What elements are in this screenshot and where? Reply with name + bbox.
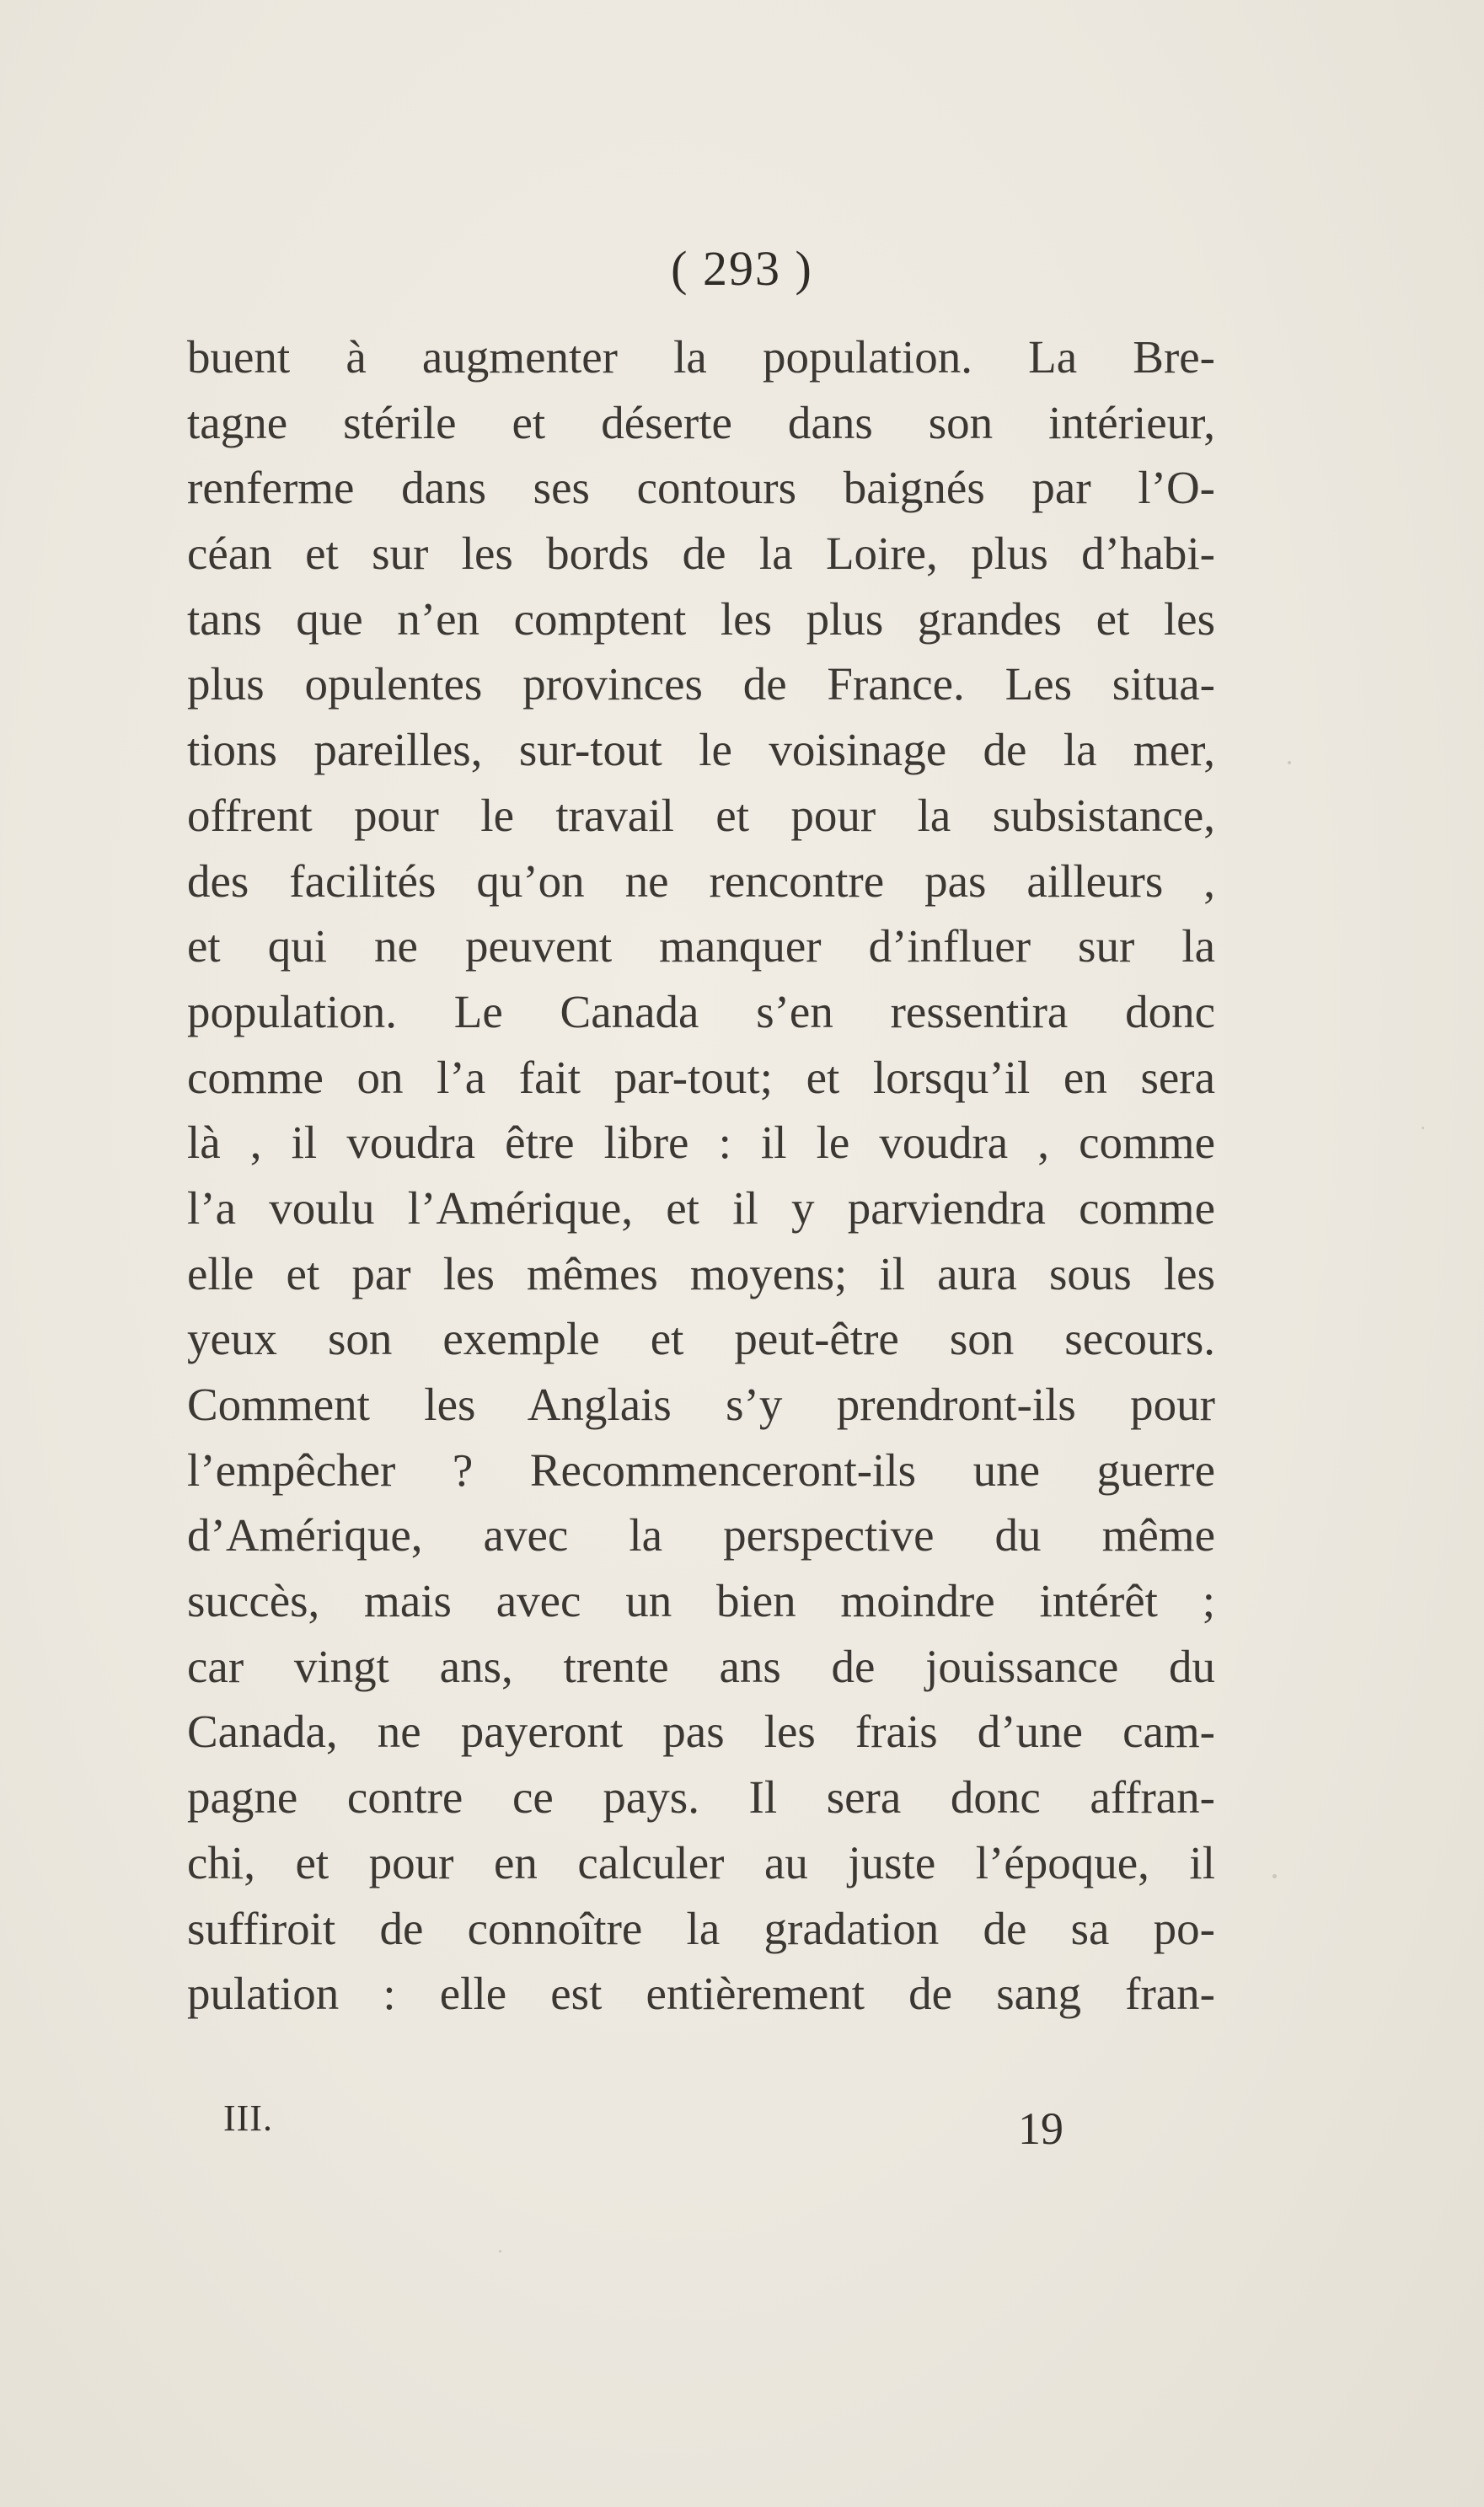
text-line: chi, et pour en calculer au juste l’époque, il xyxy=(187,1836,1215,1888)
text-line: succès, mais avec un bien moindre intérêt ; xyxy=(187,1575,1215,1627)
text-line: l’empêcher ? Recommenceront-ils une guerre xyxy=(187,1444,1215,1496)
text-line: renferme dans ses contours baignés par l’O- xyxy=(187,462,1215,514)
text-line: tagne stérile et déserte dans son intérieur, xyxy=(187,396,1215,448)
body-text xyxy=(187,324,1215,2027)
paper-speck xyxy=(1422,1127,1424,1129)
text-line: population. Le Canada s’en ressentira donc xyxy=(187,985,1215,1037)
text-line: yeux son exemple et peut-être son secours. xyxy=(187,1313,1215,1365)
text-line: plus opulentes provinces de France. Les situa- xyxy=(187,658,1215,710)
text-line: comme on l’a fait par-tout; et lorsqu’il en sera xyxy=(187,1051,1215,1103)
text-line: tions pareilles, sur-tout le voisinage de la mer, xyxy=(187,724,1215,776)
text-line: buent à augmenter la population. La Bre- xyxy=(187,331,1215,383)
page-number: ( 293 ) xyxy=(671,241,813,296)
text-line: offrent pour le travail et pour la subsistance, xyxy=(187,789,1215,841)
text-line: tans que n’en comptent les plus grandes et les xyxy=(187,592,1215,645)
text-line: d’Amérique, avec la perspective du même xyxy=(187,1509,1215,1562)
paper-speck xyxy=(1288,761,1291,764)
text-line: l’a voulu l’Amérique, et il y parviendra comme xyxy=(187,1181,1215,1234)
text-line: là , il voudra être libre : il le voudra , comme xyxy=(187,1117,1215,1169)
paper-speck xyxy=(499,2250,501,2253)
signature-mark: III. xyxy=(223,2097,273,2139)
text-line: pulation : elle est entièrement de sang fran- xyxy=(187,1968,1215,2020)
text-line: pagne contre ce pays. Il sera donc affran- xyxy=(187,1771,1215,1824)
text-line: céan et sur les bords de la Loire, plus d’habi- xyxy=(187,528,1215,580)
text-line: Canada, ne payeront pas les frais d’une cam- xyxy=(187,1706,1215,1758)
text-line: car vingt ans, trente ans de jouissance du xyxy=(187,1640,1215,1692)
text-line: elle et par les mêmes moyens; il aura sous les xyxy=(187,1247,1215,1299)
text-line: et qui ne peuvent manquer d’influer sur la xyxy=(187,920,1215,972)
text-line: des facilités qu’on ne rencontre pas ailleurs , xyxy=(187,854,1215,907)
text-line: Comment les Anglais s’y prendront-ils pour xyxy=(187,1379,1215,1430)
catchword: 19 xyxy=(1018,2103,1063,2154)
text-line: suffiroit de connoître la gradation de sa po- xyxy=(187,1902,1215,1954)
paper-speck xyxy=(1272,1874,1277,1878)
